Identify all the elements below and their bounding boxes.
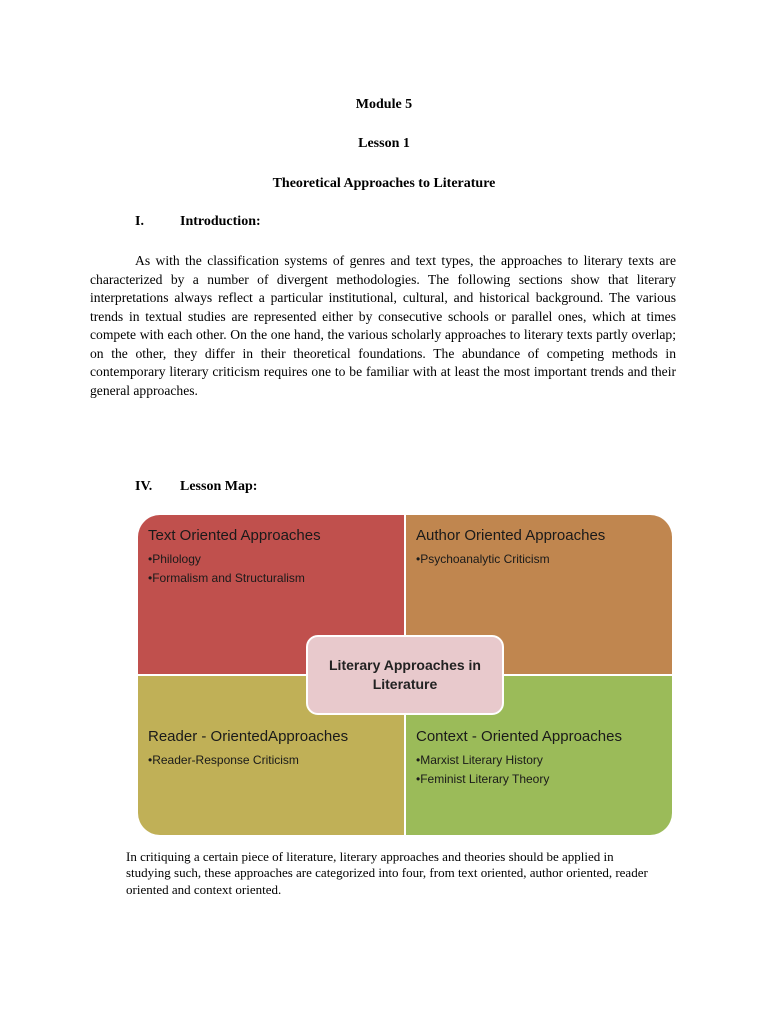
module-title: Module 5	[355, 97, 413, 112]
section-title: Introduction:	[180, 214, 261, 229]
center-node: Literary Approaches in Literature	[306, 635, 504, 715]
quadrant-list	[148, 751, 394, 770]
intro-paragraph: As with the classification systems of genres and text types, the approaches to literary texts are characterized by a number of divergent methodologies. The following sections show that literary interpretations always reflect a particular institutional, cultural, and historical background. The various trends in textual studies are represented either by consecutive schools or parallel ones, which at times compete with each other. On the one hand, the various scholarly approaches to literary texts partly overlap; on the other, they differ in their theoretical foundations. The abundance of competing methods in contemporary literary criticism requires one to be familiar with at least the most important trends and their general approaches.	[90, 253, 676, 398]
quadrant-title: Reader - OrientedApproaches	[148, 728, 349, 745]
quadrant-title: Text Oriented Approaches	[148, 527, 321, 544]
quadrant-list	[148, 550, 394, 588]
section-number: IV.	[135, 479, 153, 494]
quadrant-title: Author Oriented Approaches	[416, 527, 606, 544]
list-item: • Formalism and Structuralism	[148, 569, 394, 588]
quadrant-title: Context - Oriented Approaches	[416, 728, 622, 745]
list-item: • Psychoanalytic Criticism	[416, 550, 662, 569]
list-item: • Feminist Literary Theory	[416, 770, 662, 789]
section-number: I.	[135, 214, 144, 229]
page-title: Theoretical Approaches to Literature	[272, 176, 496, 191]
list-item: • Reader-Response Criticism	[148, 751, 394, 770]
lesson-map-diagram	[138, 515, 672, 835]
lesson-title: Lesson 1	[358, 136, 410, 151]
caption-paragraph: In critiquing a certain piece of literature, literary approaches and theories should be applied in studying such, these approaches are categorized into four, from text oriented, author oriented, reader oriented and context oriented.	[126, 849, 648, 897]
section-title: Lesson Map:	[180, 479, 258, 494]
quadrant-list	[416, 751, 662, 789]
quadrant-list	[416, 550, 662, 569]
list-item: • Marxist Literary History	[416, 751, 662, 770]
list-item: • Philology	[148, 550, 394, 569]
